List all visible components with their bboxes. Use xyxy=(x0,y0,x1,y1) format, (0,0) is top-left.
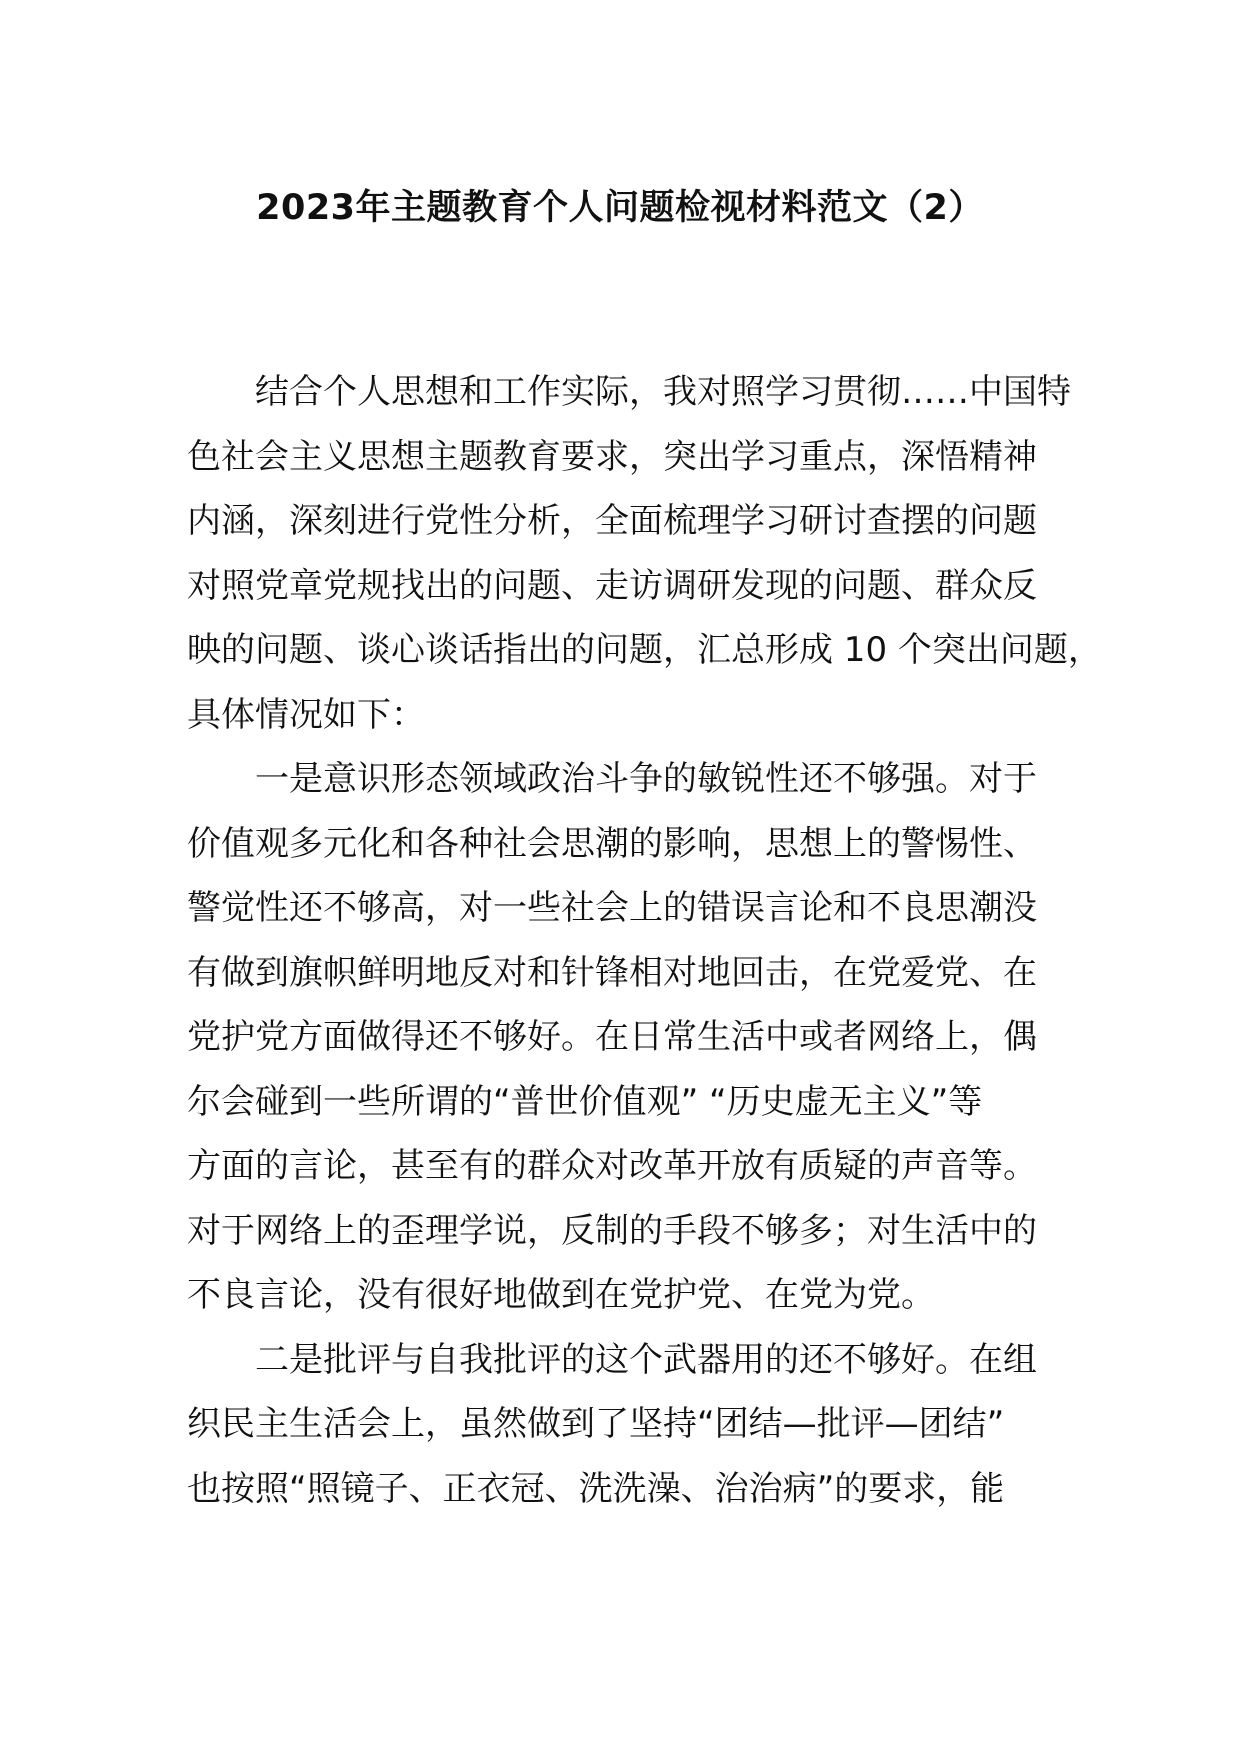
body-line: 织民主生活会上，虽然做到了坚持“团结—批评—团结” xyxy=(187,1404,1005,1444)
body-line: 方面的言论，甚至有的群众对改革开放有质疑的声音等。 xyxy=(187,1146,1037,1186)
body-line: 对照党章党规找出的问题、走访调研发现的问题、群众反 xyxy=(187,565,1037,606)
body-line: 结合个人思想和工作实际，我对照学习贯彻……中国特 xyxy=(255,372,1071,412)
body-line: 对于网络上的歪理学说，反制的手段不够多；对生活中的 xyxy=(187,1210,1037,1251)
document-title: 2023年主题教育个人问题检视材料范文（2） xyxy=(256,188,984,228)
body-line: 不良言论，没有很好地做到在党护党、在党为党。 xyxy=(187,1275,935,1315)
body-line: 色社会主义思想主题教育要求，突出学习重点，深悟精神 xyxy=(187,436,1037,477)
body-line: 有做到旗帜鲜明地反对和针锋相对地回击，在党爱党、在 xyxy=(187,952,1037,993)
body-line: 尔会碰到一些所谓的“普世价值观” “历史虚无主义”等 xyxy=(187,1081,983,1122)
body-line: 内涵，深刻进行党性分析，全面梳理学习研讨查摆的问题 xyxy=(187,501,1037,541)
body-line: 价值观多元化和各种社会思潮的影响，思想上的警惕性、 xyxy=(187,823,1037,864)
document-body xyxy=(187,360,1102,1521)
body-line: 一是意识形态领域政治斗争的敏锐性还不够强。对于 xyxy=(255,759,1037,799)
body-line: 具体情况如下： xyxy=(187,694,425,735)
body-line: 映的问题、谈心谈话指出的问题，汇总形成 10 个突出问题， xyxy=(187,630,1102,670)
body-line: 警觉性还不够高，对一些社会上的错误言论和不良思潮没 xyxy=(187,888,1037,928)
body-line: 党护党方面做得还不够好。在日常生活中或者网络上，偶 xyxy=(187,1017,1037,1057)
body-line: 也按照“照镜子、正衣冠、洗洗澡、治治病”的要求，能 xyxy=(187,1468,1005,1509)
body-line: 二是批评与自我批评的这个武器用的还不够好。在组 xyxy=(255,1339,1037,1380)
